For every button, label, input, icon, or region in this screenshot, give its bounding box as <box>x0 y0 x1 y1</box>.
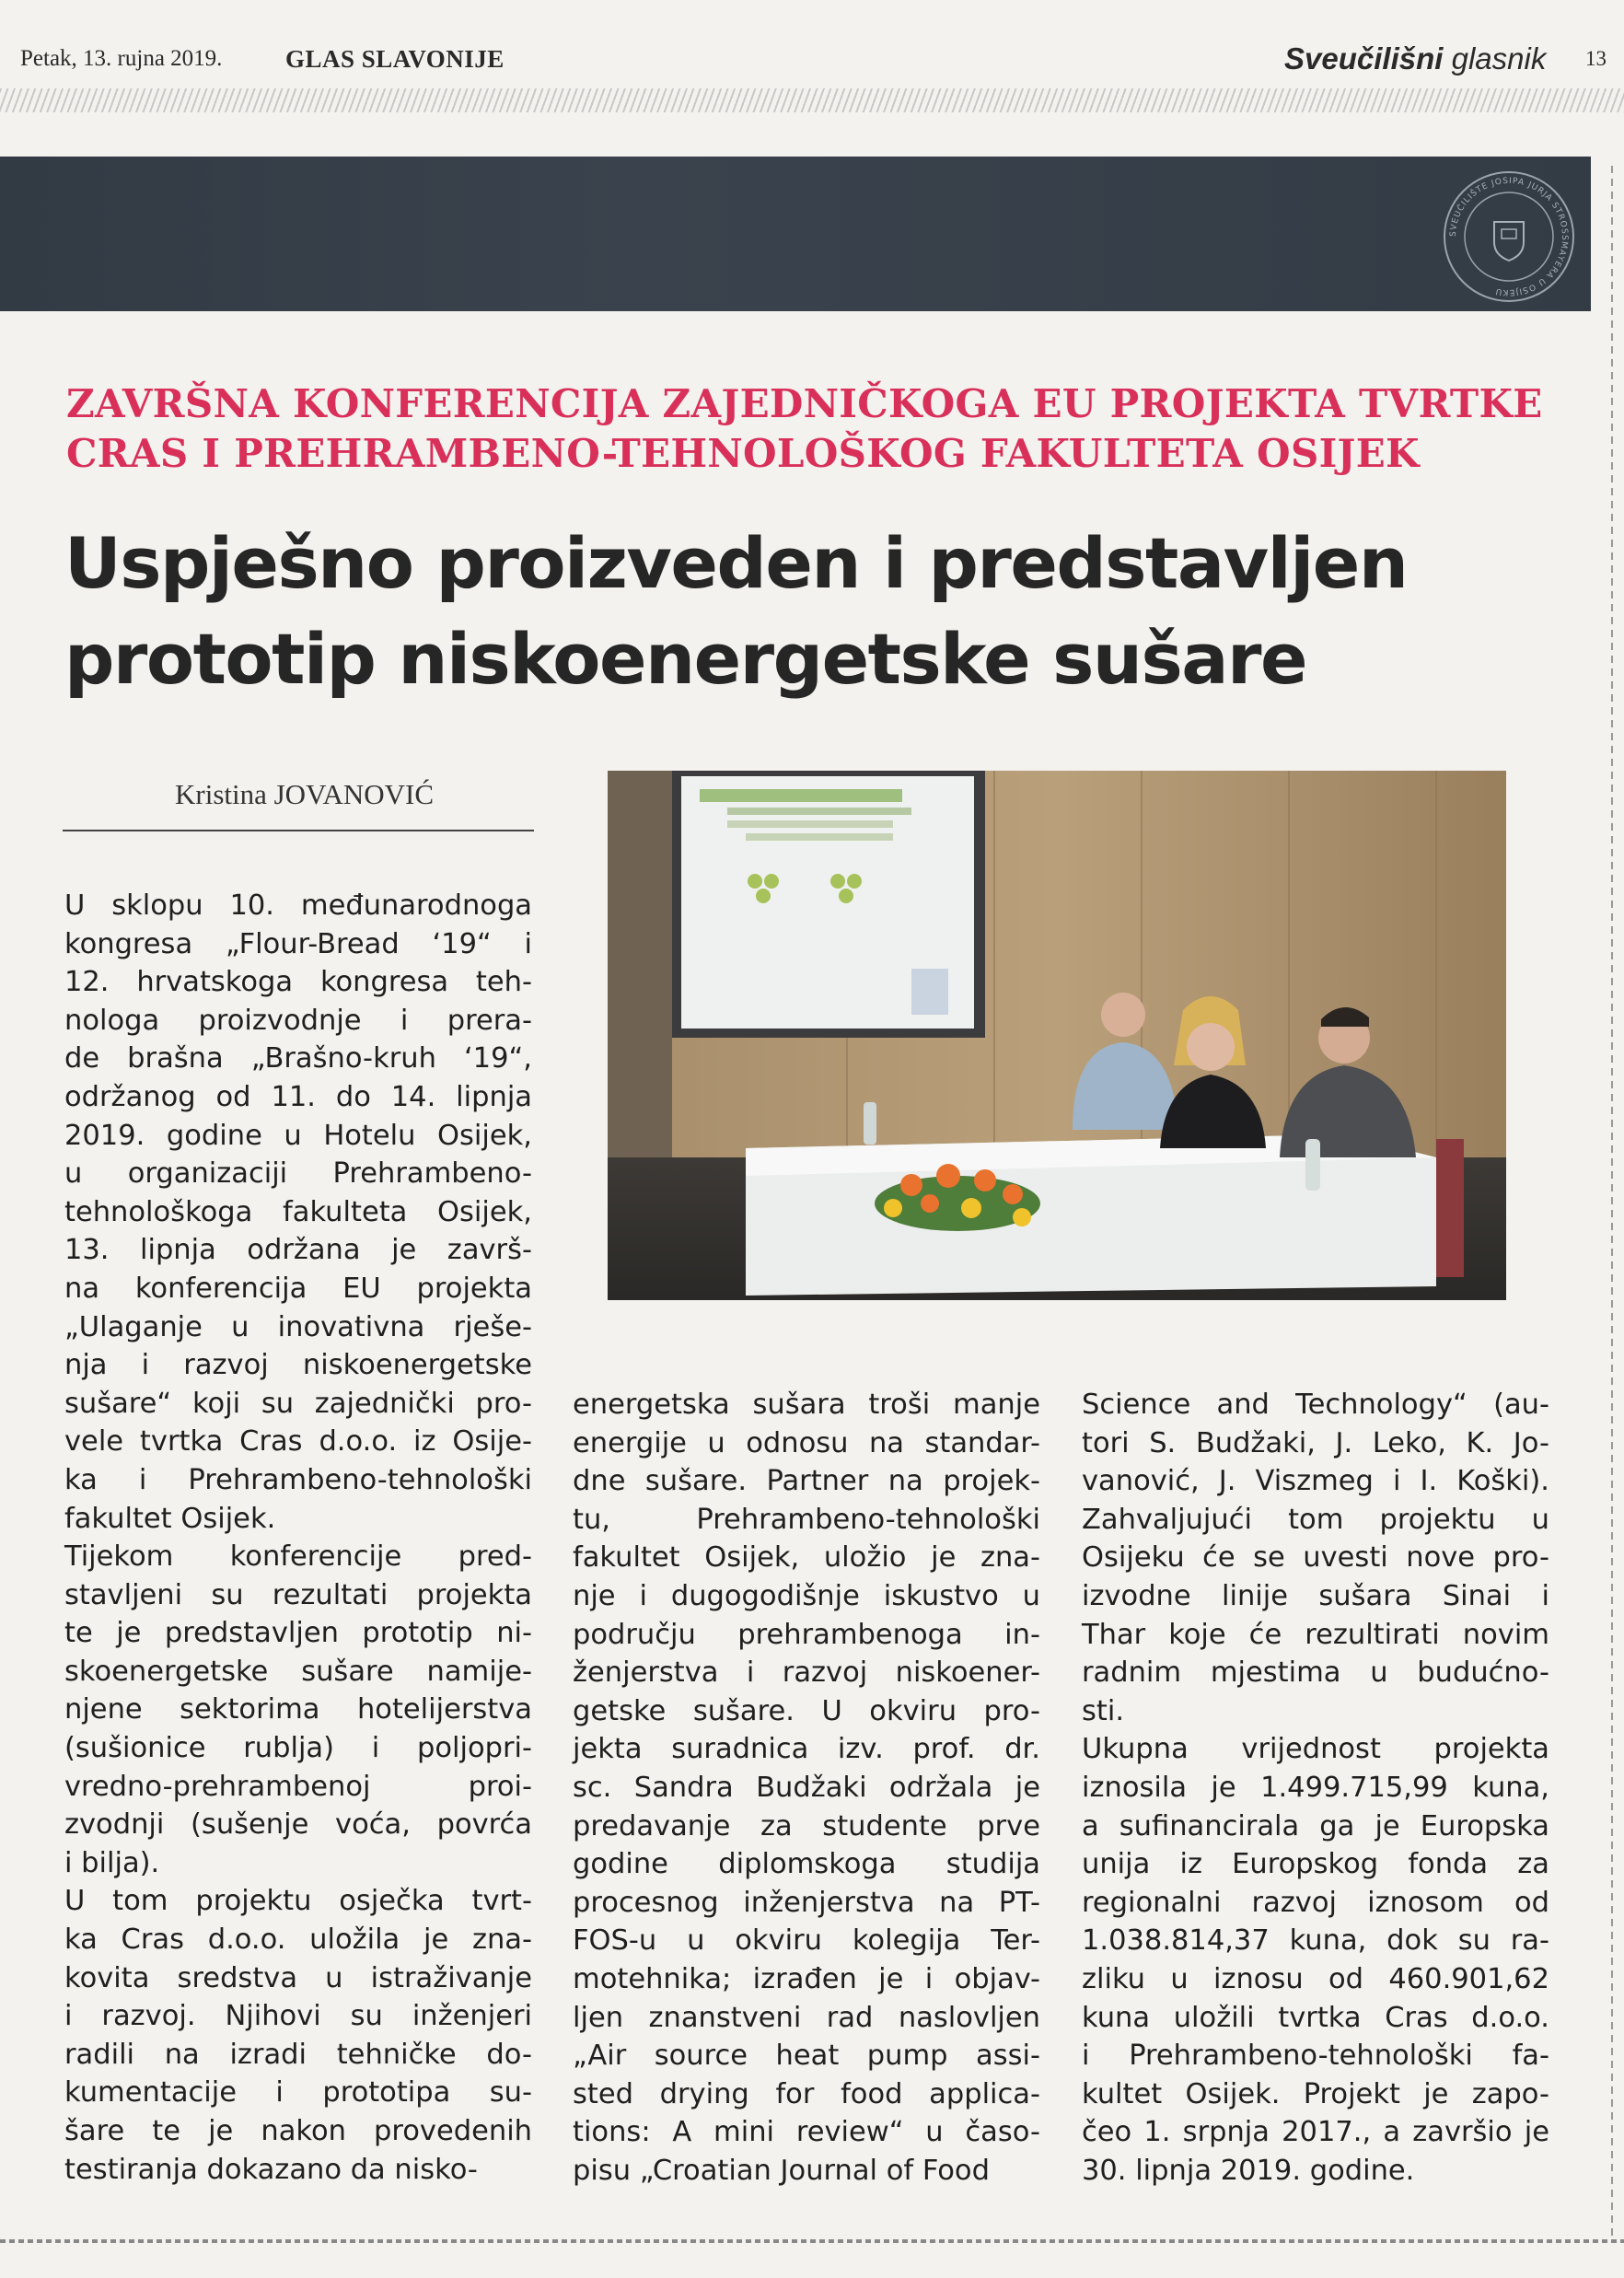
article-author: Kristina JOVANOVIĆ <box>175 778 435 810</box>
article-text-line: kultet Osijek. Projekt je zapo- <box>1082 2077 1549 2110</box>
article-text-line: motehnika; izrađen je i objav- <box>573 1962 1040 1995</box>
article-text-line: jekta suradnica izv. prof. dr. <box>573 1733 1040 1766</box>
article-text-line: i Prehrambeno-tehnološki fa- <box>1082 2040 1549 2073</box>
article-text-line: kongresa „Flour-Bread ‘19“ i <box>64 927 532 960</box>
article-text-line: sc. Sandra Budžaki održala je <box>573 1771 1040 1804</box>
article-text-line: kuna uložili tvrtka Cras d.o.o. <box>1082 2001 1549 2034</box>
article-text-line: području prehrambenoga in- <box>573 1618 1040 1651</box>
article-text-line: njene sektorima hotelijerstva <box>64 1693 532 1726</box>
section-title-bold: Sveučilišni <box>1284 41 1444 76</box>
article-text-line: sted drying for food applica- <box>573 2077 1040 2110</box>
section-banner <box>0 157 1591 311</box>
article-text-line: Tijekom konferencije pred- <box>64 1540 532 1574</box>
article-text-line: 12. hrvatskoga kongresa teh- <box>64 966 532 999</box>
article-text-line: te je predstavljen prototip ni- <box>64 1617 532 1650</box>
article-text-line: Ukupna vrijednost projekta <box>1082 1733 1549 1766</box>
article-text-line: 1.038.814,37 kuna, dok su ra- <box>1082 1924 1549 1958</box>
kicker-line: ZAVRŠNA KONFERENCIJA ZAJEDNIČKOGA EU PROJEKTA TVRTKE <box>66 381 1543 426</box>
article-text-line: godine diplomskoga studija <box>573 1848 1040 1881</box>
article-text-line: radili na izradi tehničke do- <box>64 2038 532 2071</box>
article-text-line: vele tvrtka Cras d.o.o. iz Osije- <box>64 1425 532 1459</box>
author-divider <box>63 830 534 831</box>
article-text-line: šare te je nakon provedenih <box>64 2115 532 2147</box>
article-text-line: a sufinancirala ga je Europska <box>1082 1809 1549 1842</box>
article-text-line: na konferencija EU projekta <box>64 1272 532 1305</box>
article-text-line: Science and Technology“ (au- <box>1082 1389 1549 1421</box>
article-text-line: ženjerstva i razvoj niskoener- <box>573 1656 1040 1690</box>
page-bottom-divider <box>0 2239 1624 2243</box>
article-text-line: Zahvaljujući tom projektu u <box>1082 1503 1549 1536</box>
article-text-line: tehnološkoga fakulteta Osijek, <box>64 1195 532 1228</box>
article-text-line: tori S. Budžaki, J. Leko, K. Jo- <box>1082 1426 1549 1459</box>
article-text-line: ka i Prehrambeno-tehnološki <box>64 1463 532 1496</box>
article-text-line: 13. lipnja održana je završ- <box>64 1234 532 1267</box>
article-text-line: stavljeni su rezultati projekta <box>64 1578 532 1611</box>
article-text-line: (sušionice rublja) i poljopri- <box>64 1732 532 1765</box>
article-text-line: zvodnji (sušenje voća, povrća <box>64 1808 532 1842</box>
article-text-line: iznosila je 1.499.715,99 kuna, <box>1082 1771 1549 1804</box>
article-text-line: ka Cras d.o.o. uložila je zna- <box>64 1924 532 1957</box>
article-text-line: testiranja dokazano da nisko- <box>64 2153 478 2186</box>
seal-text: SVEUČILIŠTE JOSIPA JURJA STROSSMAYERA U OSIJEKU <box>1448 176 1570 297</box>
article-text-line: fakultet Osijek. <box>64 1502 276 1535</box>
headline-line: prototip niskoenergetske sušare <box>64 618 1307 700</box>
article-text-line: vanović, J. Viszmeg i I. Koški). <box>1082 1465 1549 1498</box>
page-number: 13 <box>1585 47 1607 70</box>
article-text-line: i razvoj. Njihovi su inženjeri <box>64 2000 532 2033</box>
article-text-line: čeo 1. srpnja 2017., a završio je <box>1082 2116 1549 2149</box>
article-text-line: i bilja). <box>64 1846 160 1879</box>
article-text-line: nologa proizvodnje i prera- <box>64 1004 532 1037</box>
article-text-line: 30. lipnja 2019. godine. <box>1082 2154 1415 2187</box>
article-text-line: dne sušare. Partner na projek- <box>573 1465 1040 1498</box>
article-text-line: getske sušare. U okviru pro- <box>573 1694 1040 1727</box>
article-text-line: U tom projektu osječka tvrt- <box>64 1885 532 1918</box>
article-text-line: vredno-prehrambenoj proi- <box>64 1770 532 1803</box>
article-text-line: FOS-u u okviru kolegija Ter- <box>573 1924 1040 1958</box>
article-text-line: u organizaciji Prehrambeno- <box>64 1157 532 1191</box>
article-text-line: fakultet Osijek, uložio je zna- <box>573 1541 1040 1575</box>
section-title-light: glasnik <box>1451 41 1547 76</box>
svg-text:SVEUČILIŠTE JOSIPA JURJA STROS <box>1449 177 1569 296</box>
article-text-line: U sklopu 10. međunarodnoga <box>64 889 532 922</box>
article-text-line: „Ulaganje u inovativna rješe- <box>64 1310 532 1343</box>
article-text-line: tions: A mini review“ u časo- <box>573 2116 1040 2149</box>
article-text-line: nja i razvoj niskoenergetske <box>64 1349 532 1382</box>
article-text-line: procesnog inženjerstva na PT- <box>573 1886 1040 1919</box>
article-text-line: radnim mjestima u budućno- <box>1082 1656 1549 1690</box>
article-column-3 <box>1082 1386 1549 2190</box>
kicker-line: CRAS I PREHRAMBENO-TEHNOLOŠKOG FAKULTETA OSIJEK <box>66 431 1420 476</box>
section-title <box>1284 41 1546 77</box>
article-text-line: unija iz Europskog fonda za <box>1082 1848 1549 1881</box>
header-hatch-divider <box>0 88 1624 112</box>
article-text-line: održanog od 11. do 14. lipnja <box>64 1080 532 1113</box>
article-text-line: ljen znanstveni rad naslovljen <box>573 2001 1040 2034</box>
article-text-line: sti. <box>1082 1694 1125 1727</box>
newspaper-name: GLAS SLAVONIJE <box>285 45 505 73</box>
article-text-line: 2019. godine u Hotelu Osijek, <box>64 1119 532 1152</box>
university-seal-icon <box>1441 169 1577 305</box>
article-text-line: de brašna „Brašno-kruh ‘19“, <box>64 1042 532 1075</box>
article-text-line: Osijeku će se uvesti nove pro- <box>1082 1541 1549 1575</box>
article-text-line: pisu „Croatian Journal of Food <box>573 2154 990 2187</box>
conference-photo <box>608 771 1506 1300</box>
article-text-line: tu, Prehrambeno-tehnološki <box>573 1503 1040 1536</box>
article-text-line: sušare“ koji su zajednički pro- <box>64 1387 532 1420</box>
article-column-1 <box>64 887 532 2189</box>
article-text-line: energije u odnosu na standar- <box>573 1426 1040 1459</box>
article-text-line: kumentacije i prototipa su- <box>64 2076 532 2109</box>
article-text-line: skoenergetske sušare namije- <box>64 1655 532 1688</box>
headline-line: Uspješno proizveden i predstavljen <box>64 522 1408 604</box>
article-column-2 <box>573 1386 1040 2190</box>
article-text-line: Thar koje će rezultirati novim <box>1082 1618 1549 1651</box>
article-text-line: zliku u iznosu od 460.901,62 <box>1082 1962 1549 1995</box>
issue-date: Petak, 13. rujna 2019. <box>20 46 223 71</box>
article-text-line: nje i dugogodišnje iskustvo u <box>573 1579 1040 1612</box>
page-side-divider <box>1611 166 1613 2237</box>
article-text-line: izvodne linije sušara Sinai i <box>1082 1579 1549 1612</box>
article-text-line: „Air source heat pump assi- <box>573 2040 1040 2073</box>
article-headline <box>64 516 1556 707</box>
article-text-line: regionalni razvoj iznosom od <box>1082 1886 1549 1919</box>
article-text-line: predavanje za studente prve <box>573 1809 1040 1842</box>
article-kicker <box>66 379 1558 479</box>
article-text-line: energetska sušara troši manje <box>573 1389 1040 1421</box>
article-text-line: kovita sredstva u istraživanje <box>64 1961 532 1994</box>
